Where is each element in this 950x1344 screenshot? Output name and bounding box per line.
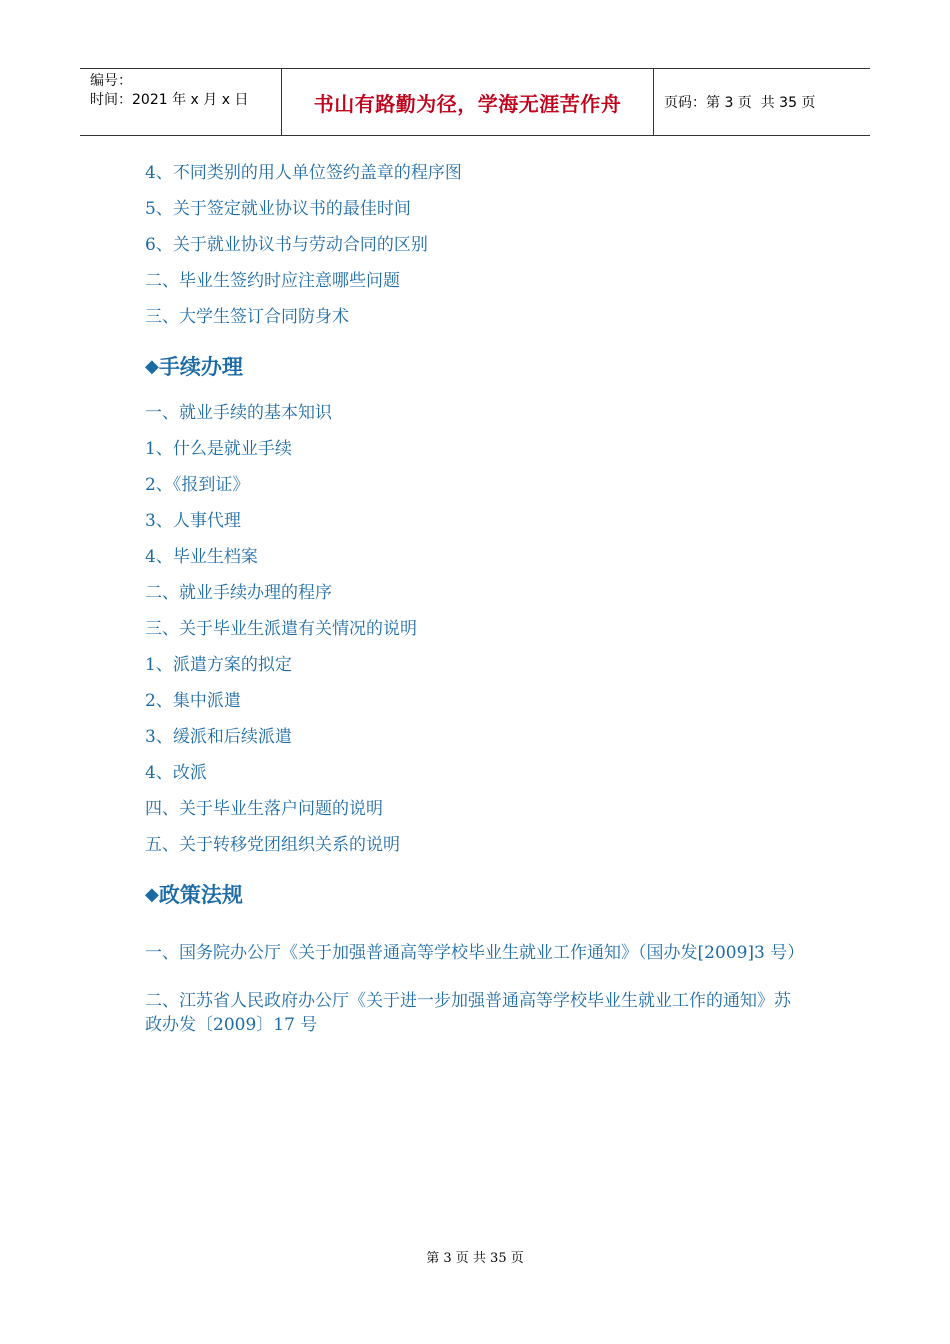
list-item: 5、关于签定就业协议书的最佳时间 <box>145 199 411 219</box>
section-title: 政策法规 <box>158 883 243 907</box>
list-item: 一、就业手续的基本知识 <box>145 403 332 423</box>
list-item: 1、什么是就业手续 <box>145 439 292 459</box>
policy-paragraph: 二、江苏省人民政府办公厅《关于进一步加强普通高等学校毕业生就业工作的通知》苏政办发〔2009〕17 号 <box>145 991 791 1035</box>
list-item: 4、不同类别的用人单位签约盖章的程序图 <box>145 163 462 183</box>
document-header <box>80 68 870 136</box>
list-item: 五、关于转移党团组织关系的说明 <box>145 835 400 855</box>
list-item: 3、人事代理 <box>145 511 241 531</box>
list-item: 3、缓派和后续派遣 <box>145 727 292 747</box>
document-number-label: 编号： <box>90 73 132 89</box>
header-meta <box>80 69 281 135</box>
list-item: 4、毕业生档案 <box>145 547 258 567</box>
section-heading-procedures <box>145 343 825 391</box>
section-heading-policy <box>145 871 825 919</box>
policy-paragraph: 一、国务院办公厅《关于加强普通高等学校毕业生就业工作通知》（国办发[2009]3 号） <box>145 943 805 963</box>
list-item: 1、派遣方案的拟定 <box>145 655 292 675</box>
list-item: 三、大学生签订合同防身术 <box>145 307 349 327</box>
agreement-topics-list <box>145 155 825 335</box>
page-footer: 第 3 页 共 35 页 <box>426 1251 524 1266</box>
list-item: 2、集中派遣 <box>145 691 241 711</box>
list-item: 6、关于就业协议书与劳动合同的区别 <box>145 235 428 255</box>
page-content <box>145 155 825 1061</box>
list-item: 二、毕业生签约时应注意哪些问题 <box>145 271 400 291</box>
list-item: 4、改派 <box>145 763 207 783</box>
diamond-bullet-icon: ◆ <box>145 884 159 905</box>
section-title: 手续办理 <box>158 355 243 379</box>
header-page-info: 页码：第 3 页 共 35 页 <box>664 95 816 111</box>
header-motto-cell <box>281 69 654 135</box>
header-motto: 书山有路勤为径，学海无涯苦作舟 <box>313 91 622 116</box>
document-date: 时间：2021 年 x 月 x 日 <box>90 92 249 108</box>
diamond-bullet-icon: ◆ <box>145 356 159 377</box>
list-item: 二、就业手续办理的程序 <box>145 583 332 603</box>
policy-list <box>145 941 825 1037</box>
list-item: 四、关于毕业生落户问题的说明 <box>145 799 383 819</box>
list-item: 2、《报到证》 <box>145 475 250 495</box>
procedures-list <box>145 395 825 863</box>
list-item: 三、关于毕业生派遣有关情况的说明 <box>145 619 417 639</box>
